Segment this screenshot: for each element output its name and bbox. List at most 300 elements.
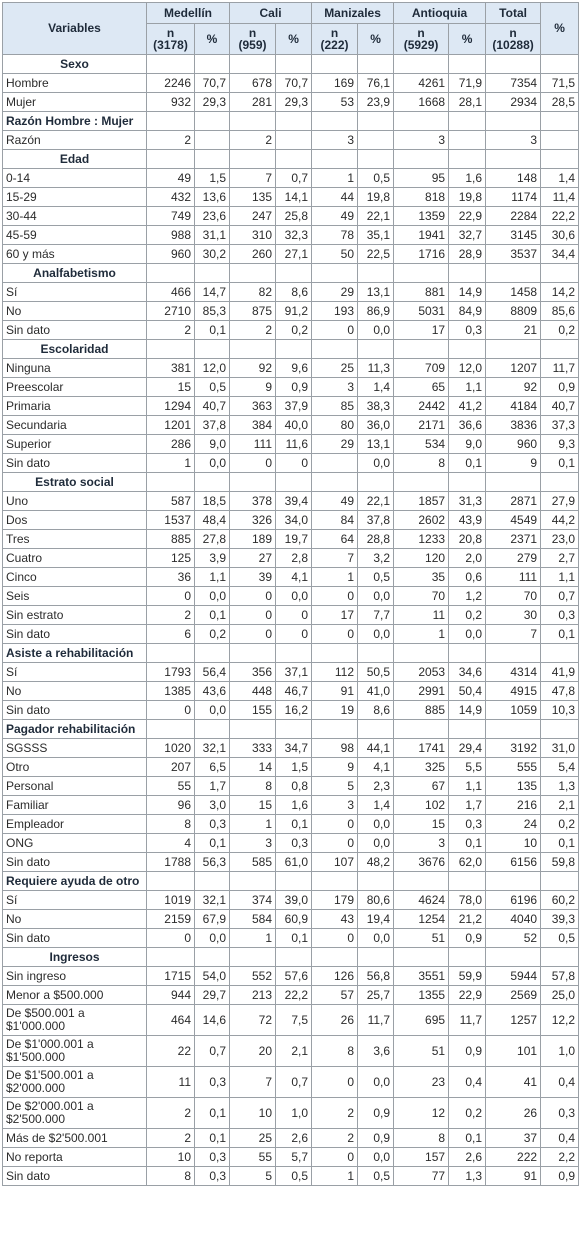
count-cell: 709 (394, 359, 449, 378)
percent-cell: 1,1 (195, 568, 230, 587)
count-cell: 2 (230, 131, 276, 150)
count-cell: 77 (394, 1167, 449, 1186)
percent-cell: 0,2 (541, 321, 579, 340)
percent-cell: 37,1 (276, 663, 312, 682)
percent-cell: 0,5 (358, 1167, 394, 1186)
percent-cell: 0,3 (449, 321, 486, 340)
table-row (3, 739, 579, 758)
count-cell: 8 (394, 454, 449, 473)
section-row (3, 55, 579, 74)
count-cell: 5 (230, 1167, 276, 1186)
row-label: No (3, 910, 147, 929)
table-row (3, 625, 579, 644)
percent-cell: 25,0 (541, 986, 579, 1005)
count-cell: 10 (147, 1148, 195, 1167)
count-cell: 222 (486, 1148, 541, 1167)
percent-cell: 2,8 (276, 549, 312, 568)
count-cell: 1715 (147, 967, 195, 986)
count-cell: 4040 (486, 910, 541, 929)
table-row (3, 910, 579, 929)
section-title: Requiere ayuda de otro (3, 872, 147, 891)
empty-cell (195, 55, 230, 74)
empty-cell (195, 473, 230, 492)
percent-cell: 41,2 (449, 397, 486, 416)
empty-cell (394, 264, 449, 283)
row-label: Otro (3, 758, 147, 777)
percent-cell: 16,2 (276, 701, 312, 720)
percent-cell: 22,9 (449, 986, 486, 1005)
percent-cell: 12,0 (449, 359, 486, 378)
percent-cell: 10,3 (541, 701, 579, 720)
percent-cell: 14,9 (449, 701, 486, 720)
count-cell: 552 (230, 967, 276, 986)
empty-cell (394, 340, 449, 359)
percent-cell: 1,4 (358, 378, 394, 397)
percent-cell: 0,2 (195, 625, 230, 644)
row-label: SGSSS (3, 739, 147, 758)
count-cell: 2569 (486, 986, 541, 1005)
count-cell: 1174 (486, 188, 541, 207)
percent-cell: 48,4 (195, 511, 230, 530)
count-cell: 148 (486, 169, 541, 188)
count-cell: 1019 (147, 891, 195, 910)
row-label: Personal (3, 777, 147, 796)
row-label: 15-29 (3, 188, 147, 207)
percent-cell (449, 131, 486, 150)
percent-cell: 56,4 (195, 663, 230, 682)
count-cell: 6156 (486, 853, 541, 872)
row-label: Sí (3, 663, 147, 682)
count-cell: 6196 (486, 891, 541, 910)
empty-cell (195, 150, 230, 169)
percent-cell: 5,7 (276, 1148, 312, 1167)
percent-cell: 0,3 (541, 1098, 579, 1129)
percent-cell: 50,5 (358, 663, 394, 682)
empty-cell (147, 150, 195, 169)
count-cell: 875 (230, 302, 276, 321)
count-cell: 279 (486, 549, 541, 568)
percent-cell: 0 (276, 606, 312, 625)
row-label: De $1'000.001 a $1'500.000 (3, 1036, 147, 1067)
percent-cell: 14,2 (541, 283, 579, 302)
count-cell: 325 (394, 758, 449, 777)
percent-cell: 0,8 (276, 777, 312, 796)
percent-cell: 38,3 (358, 397, 394, 416)
empty-cell (541, 948, 579, 967)
empty-cell (147, 340, 195, 359)
table-row (3, 1148, 579, 1167)
percent-cell: 23,9 (358, 93, 394, 112)
count-cell: 932 (147, 93, 195, 112)
count-cell: 2 (147, 1129, 195, 1148)
percent-cell: 0,1 (449, 834, 486, 853)
row-label: Sí (3, 283, 147, 302)
count-cell: 2 (312, 1129, 358, 1148)
percent-cell: 1,5 (276, 758, 312, 777)
count-cell: 8 (312, 1036, 358, 1067)
empty-cell (230, 112, 276, 131)
count-cell: 587 (147, 492, 195, 511)
row-label: Ninguna (3, 359, 147, 378)
empty-cell (394, 150, 449, 169)
count-cell: 9 (486, 454, 541, 473)
row-label: 30-44 (3, 207, 147, 226)
empty-cell (358, 948, 394, 967)
percent-cell: 2,6 (276, 1129, 312, 1148)
row-label: Sin dato (3, 454, 147, 473)
percent-cell: 40,0 (276, 416, 312, 435)
header-pct: % (449, 24, 486, 55)
percent-cell: 70,7 (276, 74, 312, 93)
table-row (3, 283, 579, 302)
percent-cell: 2,3 (358, 777, 394, 796)
row-label: Cinco (3, 568, 147, 587)
table-row (3, 682, 579, 701)
count-cell: 1257 (486, 1005, 541, 1036)
percent-cell: 85,6 (541, 302, 579, 321)
percent-cell: 11,4 (541, 188, 579, 207)
percent-cell: 34,0 (276, 511, 312, 530)
count-cell: 14 (230, 758, 276, 777)
count-cell: 22 (147, 1036, 195, 1067)
percent-cell: 19,8 (449, 188, 486, 207)
count-cell: 2871 (486, 492, 541, 511)
row-label: Sin dato (3, 321, 147, 340)
count-cell: 1201 (147, 416, 195, 435)
percent-cell (276, 131, 312, 150)
count-cell: 207 (147, 758, 195, 777)
count-cell: 1716 (394, 245, 449, 264)
count-cell: 356 (230, 663, 276, 682)
count-cell: 43 (312, 910, 358, 929)
percent-cell: 1,0 (541, 1036, 579, 1067)
count-cell: 51 (394, 1036, 449, 1067)
count-cell: 2 (230, 321, 276, 340)
count-cell: 1233 (394, 530, 449, 549)
percent-cell: 8,6 (276, 283, 312, 302)
count-cell: 534 (394, 435, 449, 454)
count-cell: 1359 (394, 207, 449, 226)
count-cell: 432 (147, 188, 195, 207)
count-cell: 2710 (147, 302, 195, 321)
count-cell: 1207 (486, 359, 541, 378)
percent-cell: 56,8 (358, 967, 394, 986)
percent-cell: 48,2 (358, 853, 394, 872)
header-pct: % (276, 24, 312, 55)
empty-cell (147, 112, 195, 131)
count-cell: 1 (312, 169, 358, 188)
row-label: Sí (3, 891, 147, 910)
percent-cell: 1,4 (358, 796, 394, 815)
empty-cell (394, 55, 449, 74)
percent-cell: 37,3 (541, 416, 579, 435)
table-row (3, 435, 579, 454)
count-cell: 2602 (394, 511, 449, 530)
count-cell: 0 (312, 929, 358, 948)
count-cell: 51 (394, 929, 449, 948)
row-label: Más de $2'500.001 (3, 1129, 147, 1148)
header-city: Cali (230, 3, 312, 24)
section-row (3, 872, 579, 891)
row-label: ONG (3, 834, 147, 853)
row-label: Sin estrato (3, 606, 147, 625)
percent-cell: 9,3 (541, 435, 579, 454)
count-cell: 53 (312, 93, 358, 112)
count-cell: 7354 (486, 74, 541, 93)
table-row (3, 454, 579, 473)
empty-cell (312, 948, 358, 967)
percent-cell: 0,3 (449, 815, 486, 834)
table-row (3, 1067, 579, 1098)
empty-cell (541, 644, 579, 663)
count-cell: 0 (230, 625, 276, 644)
percent-cell: 11,3 (358, 359, 394, 378)
count-cell: 2 (312, 1098, 358, 1129)
table-row (3, 416, 579, 435)
percent-cell: 11,7 (449, 1005, 486, 1036)
percent-cell: 0,0 (195, 454, 230, 473)
count-cell: 960 (486, 435, 541, 454)
count-cell: 49 (312, 492, 358, 511)
count-cell: 1059 (486, 701, 541, 720)
count-cell: 333 (230, 739, 276, 758)
empty-cell (358, 150, 394, 169)
percent-cell: 0,2 (449, 1098, 486, 1129)
count-cell: 0 (312, 321, 358, 340)
count-cell: 25 (230, 1129, 276, 1148)
percent-cell: 1,1 (449, 378, 486, 397)
count-cell: 4549 (486, 511, 541, 530)
percent-cell: 12,2 (541, 1005, 579, 1036)
section-title: Estrato social (3, 473, 147, 492)
percent-cell: 7,7 (358, 606, 394, 625)
section-row (3, 644, 579, 663)
percent-cell: 0,3 (541, 606, 579, 625)
percent-cell: 14,7 (195, 283, 230, 302)
table-row (3, 226, 579, 245)
count-cell: 2284 (486, 207, 541, 226)
count-cell: 41 (486, 1067, 541, 1098)
row-label: No (3, 682, 147, 701)
table-row (3, 397, 579, 416)
count-cell: 78 (312, 226, 358, 245)
count-cell: 4184 (486, 397, 541, 416)
table-row (3, 701, 579, 720)
count-cell: 988 (147, 226, 195, 245)
count-cell: 70 (486, 587, 541, 606)
percent-cell: 40,7 (541, 397, 579, 416)
count-cell: 15 (394, 815, 449, 834)
percent-cell: 23,0 (541, 530, 579, 549)
percent-cell: 40,7 (195, 397, 230, 416)
table-row (3, 530, 579, 549)
count-cell: 55 (147, 777, 195, 796)
count-cell: 17 (312, 606, 358, 625)
count-cell: 881 (394, 283, 449, 302)
count-cell: 310 (230, 226, 276, 245)
count-cell: 10 (230, 1098, 276, 1129)
table-row (3, 663, 579, 682)
table-row (3, 207, 579, 226)
count-cell: 1 (394, 625, 449, 644)
count-cell: 6 (147, 625, 195, 644)
empty-cell (486, 473, 541, 492)
count-cell: 1 (230, 929, 276, 948)
percent-cell: 22,1 (358, 492, 394, 511)
row-label: 0-14 (3, 169, 147, 188)
percent-cell: 0,1 (195, 1129, 230, 1148)
count-cell: 2371 (486, 530, 541, 549)
count-cell: 179 (312, 891, 358, 910)
count-cell: 29 (312, 283, 358, 302)
count-cell: 65 (394, 378, 449, 397)
count-cell: 19 (312, 701, 358, 720)
count-cell: 1941 (394, 226, 449, 245)
percent-cell: 19,8 (358, 188, 394, 207)
count-cell: 49 (147, 169, 195, 188)
count-cell: 111 (486, 568, 541, 587)
empty-cell (541, 264, 579, 283)
empty-cell (358, 720, 394, 739)
count-cell: 37 (486, 1129, 541, 1148)
count-cell: 112 (312, 663, 358, 682)
row-label: Empleador (3, 815, 147, 834)
percent-cell: 2,7 (541, 549, 579, 568)
count-cell: 4915 (486, 682, 541, 701)
percent-cell: 0,3 (195, 815, 230, 834)
header-pct: % (541, 3, 579, 55)
percent-cell: 2,6 (449, 1148, 486, 1167)
count-cell: 286 (147, 435, 195, 454)
empty-cell (449, 55, 486, 74)
percent-cell: 6,5 (195, 758, 230, 777)
percent-cell: 46,7 (276, 682, 312, 701)
table-row (3, 853, 579, 872)
percent-cell: 32,1 (195, 891, 230, 910)
row-label: Dos (3, 511, 147, 530)
empty-cell (195, 872, 230, 891)
empty-cell (486, 644, 541, 663)
section-title: Razón Hombre : Mujer (3, 112, 147, 131)
row-label: Sin dato (3, 1167, 147, 1186)
percent-cell: 0,3 (276, 834, 312, 853)
percent-cell: 84,9 (449, 302, 486, 321)
percent-cell: 59,8 (541, 853, 579, 872)
count-cell: 49 (312, 207, 358, 226)
percent-cell: 25,7 (358, 986, 394, 1005)
empty-cell (312, 150, 358, 169)
count-cell: 1537 (147, 511, 195, 530)
percent-cell: 71,5 (541, 74, 579, 93)
empty-cell (147, 264, 195, 283)
percent-cell: 0,0 (358, 815, 394, 834)
empty-cell (195, 644, 230, 663)
percent-cell: 13,6 (195, 188, 230, 207)
count-cell: 1385 (147, 682, 195, 701)
count-cell: 0 (147, 701, 195, 720)
table-row (3, 188, 579, 207)
empty-cell (276, 720, 312, 739)
empty-cell (312, 872, 358, 891)
table-row (3, 1129, 579, 1148)
count-cell: 0 (312, 1148, 358, 1167)
count-cell: 7 (312, 549, 358, 568)
count-cell: 555 (486, 758, 541, 777)
count-cell: 3537 (486, 245, 541, 264)
percent-cell: 35,1 (358, 226, 394, 245)
percent-cell: 29,4 (449, 739, 486, 758)
percent-cell: 0,2 (276, 321, 312, 340)
count-cell: 749 (147, 207, 195, 226)
percent-cell: 11,7 (541, 359, 579, 378)
count-cell: 1 (312, 1167, 358, 1186)
empty-cell (195, 720, 230, 739)
percent-cell: 43,9 (449, 511, 486, 530)
count-cell: 92 (486, 378, 541, 397)
count-cell: 1020 (147, 739, 195, 758)
percent-cell: 18,5 (195, 492, 230, 511)
percent-cell: 56,3 (195, 853, 230, 872)
percent-cell: 0,7 (276, 1067, 312, 1098)
count-cell: 2159 (147, 910, 195, 929)
percent-cell: 2,2 (541, 1148, 579, 1167)
count-cell: 125 (147, 549, 195, 568)
count-cell: 7 (486, 625, 541, 644)
percent-cell: 21,2 (449, 910, 486, 929)
percent-cell: 1,1 (449, 777, 486, 796)
table-row (3, 492, 579, 511)
count-cell: 7 (230, 169, 276, 188)
count-cell: 2 (147, 321, 195, 340)
row-label: Familiar (3, 796, 147, 815)
count-cell: 464 (147, 1005, 195, 1036)
count-cell: 126 (312, 967, 358, 986)
percent-cell: 0,9 (358, 1098, 394, 1129)
empty-cell (230, 340, 276, 359)
section-row (3, 112, 579, 131)
count-cell: 35 (394, 568, 449, 587)
empty-cell (195, 112, 230, 131)
percent-cell: 22,1 (358, 207, 394, 226)
count-cell: 1741 (394, 739, 449, 758)
empty-cell (230, 264, 276, 283)
empty-cell (276, 264, 312, 283)
empty-cell (486, 720, 541, 739)
percent-cell: 39,0 (276, 891, 312, 910)
percent-cell: 3,9 (195, 549, 230, 568)
count-cell: 8 (394, 1129, 449, 1148)
count-cell: 36 (147, 568, 195, 587)
empty-cell (230, 948, 276, 967)
percent-cell: 5,5 (449, 758, 486, 777)
percent-cell: 0,0 (358, 1067, 394, 1098)
count-cell: 85 (312, 397, 358, 416)
section-title: Asiste a rehabilitación (3, 644, 147, 663)
count-cell: 3 (486, 131, 541, 150)
percent-cell: 7,5 (276, 1005, 312, 1036)
count-cell: 5031 (394, 302, 449, 321)
percent-cell: 59,9 (449, 967, 486, 986)
empty-cell (358, 340, 394, 359)
percent-cell: 0,4 (541, 1129, 579, 1148)
count-cell: 120 (394, 549, 449, 568)
percent-cell: 28,1 (449, 93, 486, 112)
table-row (3, 169, 579, 188)
table-row (3, 967, 579, 986)
count-cell: 466 (147, 283, 195, 302)
percent-cell: 0,0 (195, 929, 230, 948)
empty-cell (358, 872, 394, 891)
